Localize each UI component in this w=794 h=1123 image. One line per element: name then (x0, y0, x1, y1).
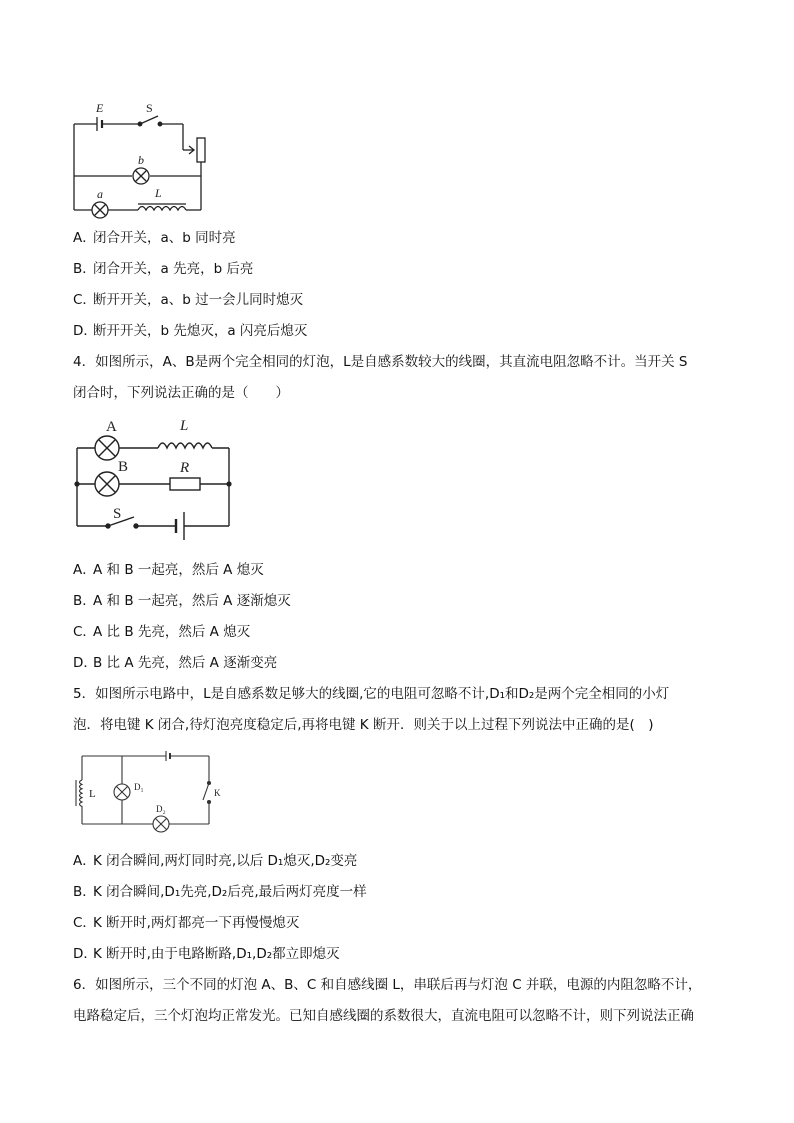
q3-inductor-coil (138, 207, 186, 211)
q5-option-a: A．K 闭合瞬间,两灯同时亮,以后 D₁熄灭,D₂变亮 (73, 853, 358, 869)
q4-stem-line1: 4．如图所示，A、B是两个完全相同的灯泡，L是自感系数较大的线圈，其直流电阻忽略不计。当开关 S (73, 354, 688, 370)
q3-rheostat (197, 138, 205, 162)
q5-option-b: B．K 闭合瞬间,D₁先亮,D₂后亮,最后两灯亮度一样 (73, 884, 367, 900)
q4-label-R: R (180, 460, 190, 476)
q5-option-c: C．K 断开时,两灯都亮一下再慢慢熄灭 (73, 915, 300, 931)
q5-stem-line2: 泡．将电键 K 闭合,待灯泡亮度稳定后,再将电键 K 断开．则关于以上过程下列说法中正确的是( ) (73, 717, 654, 733)
q3-switch-blade (140, 116, 158, 124)
q4-resistor (170, 478, 200, 490)
q5-label-L: L (89, 788, 96, 800)
q4-label-L: L (180, 418, 189, 434)
q3-option-a: A．闭合开关，a、b 同时亮 (73, 230, 236, 246)
q5-switch-blade (203, 783, 209, 800)
q5-label-D1: D₁ (134, 782, 144, 792)
q4-option-a: A．A 和 B 一起亮，然后 A 熄灭 (73, 562, 264, 578)
q5-label-D2: D₂ (156, 804, 166, 814)
q4-option-c: C．A 比 B 先亮，然后 A 熄灭 (73, 624, 251, 640)
q4-label-A: A (106, 419, 117, 435)
q3-option-b: B．闭合开关，a 先亮，b 后亮 (73, 261, 254, 277)
q5-inductor-coil (80, 780, 83, 806)
q3-label-S: S (146, 101, 153, 115)
q3-option-c: C．断开开关，a、b 过一会儿同时熄灭 (73, 292, 304, 308)
q4-label-B: B (118, 459, 129, 475)
q3-label-E: E (96, 101, 104, 115)
q5-label-K: K (214, 788, 221, 798)
q5-option-d: D．K 断开时,由于电路断路,D₁,D₂都立即熄灭 (73, 946, 340, 962)
q4-label-S: S (113, 506, 122, 522)
q5-circuit-diagram (72, 748, 232, 838)
q4-circuit-diagram (68, 414, 238, 540)
q4-option-b: B．A 和 B 一起亮，然后 A 逐渐熄灭 (73, 593, 291, 609)
q3-label-a: a (97, 187, 103, 201)
q4-inductor-coil (158, 443, 212, 448)
q5-stem-line1: 5．如图所示电路中，L是自感系数足够大的线圈,它的电阻可忽略不计,D₁和D₂是两个完全相同的小灯 (73, 686, 670, 702)
q6-stem-line1: 6．如图所示，三个不同的灯泡 A、B、C 和自感线圈 L，串联后再与灯泡 C 并联，电源的内阻忽略不计， (73, 977, 702, 993)
q3-label-b: b (138, 153, 144, 167)
q3-circuit-diagram (66, 98, 226, 220)
q3-option-d: D．断开开关，b 先熄灭，a 闪亮后熄灭 (73, 323, 308, 339)
q3-label-L: L (155, 186, 162, 200)
q4-option-d: D．B 比 A 先亮，然后 A 逐渐变亮 (73, 655, 278, 671)
q6-stem-line2: 电路稳定后，三个灯泡均正常发光。已知自感线圈的系数很大，直流电阻可以忽略不计，则下列说法正确 (73, 1008, 694, 1024)
q4-stem-line2: 闭合时，下列说法正确的是（ ） (73, 385, 289, 401)
